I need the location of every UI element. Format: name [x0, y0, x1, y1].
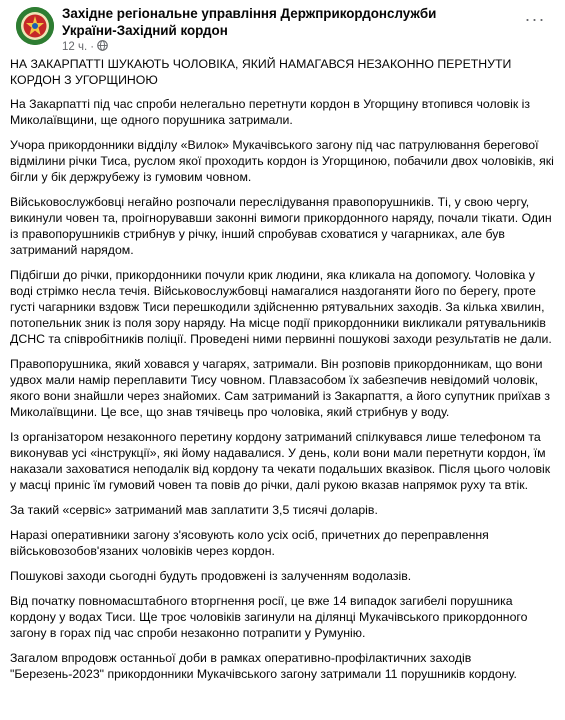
page-name-link[interactable]: Західне регіональне управління Держприкордонслужби України-Західний кордон: [62, 6, 437, 38]
globe-icon: [97, 40, 108, 54]
more-icon: ···: [524, 8, 546, 29]
post-header: [10, 0, 555, 54]
post-time[interactable]: 12 ч.: [62, 41, 88, 53]
post-paragraph: Учора прикордонники відділу «Вилок» Мукачівського загону під час патрулювання берегової відмілини річки Тиса, руслом якої проходить кордон із Угорщиною, побачили двох чоловіків, які бігли у бік держрубежу із гумовим човном.: [10, 138, 554, 184]
post-paragraph: Пошукові заходи сьогодні будуть продовжені із залученням водолазів.: [10, 569, 412, 583]
page-avatar[interactable]: [16, 7, 54, 45]
post-paragraph: Загалом впродовж останньої доби в рамках оперативно-профілактичних заходів "Березень-2023" прикордонники Мукачівського загону затримали 11 порушників кордону.: [10, 651, 517, 681]
post-paragraph: На Закарпатті під час спроби нелегально перетнути кордон в Угорщину втопився чоловік із Миколаївщини, ще одного порушника затримали.: [10, 97, 531, 127]
post-paragraph: Від початку повномасштабного вторгнення росії, це вже 14 випадок загибелі порушника кордону у водах Тиси. Ще троє чоловіків загинули на ділянці Мукачівського прикордонного загону в горах під час спроби незаконно потрапити у Румунію.: [10, 594, 528, 640]
meta-separator: ·: [90, 41, 95, 53]
post-paragraph: Підбігши до річки, прикордонники почули крик людини, яка кликала на допомогу. Чоловіка у воді стрімко несла течія. Військовослужбовці намагалися наздоганяти його по берегу, проте густі чагарники вздовж Тиси перешкодили здійсненню рятувальних заходів. За кілька хвилин, потопельник зник із поля зору наряду. На місце події прикордонники викликали рятувальників ДСНС та співробітників поліції. Проведені ними первинні пошукові заходи результатів не дали.: [10, 268, 552, 346]
post-headline: НА ЗАКАРПАТТІ ШУКАЮТЬ ЧОЛОВІКА, ЯКИЙ НАМАГАВСЯ НЕЗАКОННО ПЕРЕТНУТИ КОРДОН З УГОРЩИНОЮ: [10, 57, 512, 87]
more-options-button[interactable]: [521, 8, 549, 30]
post-paragraph: Із організатором незаконного перетину кордону затриманий спілкувався лише телефоном та виконував усі «інструкції», які йому надавалися. У день, коли вони мали перетнути кордон, їм наказали заховатися неподалік від кордону та чекати подальших вказівок. Після цього чоловік у масці приніс їм гумовий човен та повів до річки, далі рукою вказав напрямок руху та втік.: [10, 430, 551, 492]
post-meta: [62, 40, 108, 54]
post-paragraph: Військовослужбовці негайно розпочали переслідування правопорушників. Ті, у свою чергу, викинули човен та, проігнорувавши законні вимоги прикордонного наряду, почали тікати. Один із правопорушників стрибнув у річку, інший спробував сховатися у чагарниках, але був затриманий нарядом.: [10, 195, 552, 257]
post-paragraph: Наразі оперативники загону з'ясовують коло усіх осіб, причетних до переправлення військовозобов'язаних чоловіків через кордон.: [10, 528, 489, 558]
post-paragraph: Правопорушника, який ховався у чагарях, затримали. Він розповів прикордонникам, що вони удвох мали намір переплавити Тису човном. Плавзасобом їх забезпечив невідомий чоловік, якого вони знайшли через знайомих. Сам затриманий із Закарпаття, а його супутник приїхав з Миколаївщини. Це все, що знав тячівець про чоловіка, який стрибнув у воду.: [10, 357, 550, 419]
post-text: [10, 56, 555, 691]
border-guard-emblem-icon: [16, 7, 54, 45]
post-paragraph: За такий «сервіс» затриманий мав заплатити 3,5 тисячі доларів.: [10, 503, 378, 517]
